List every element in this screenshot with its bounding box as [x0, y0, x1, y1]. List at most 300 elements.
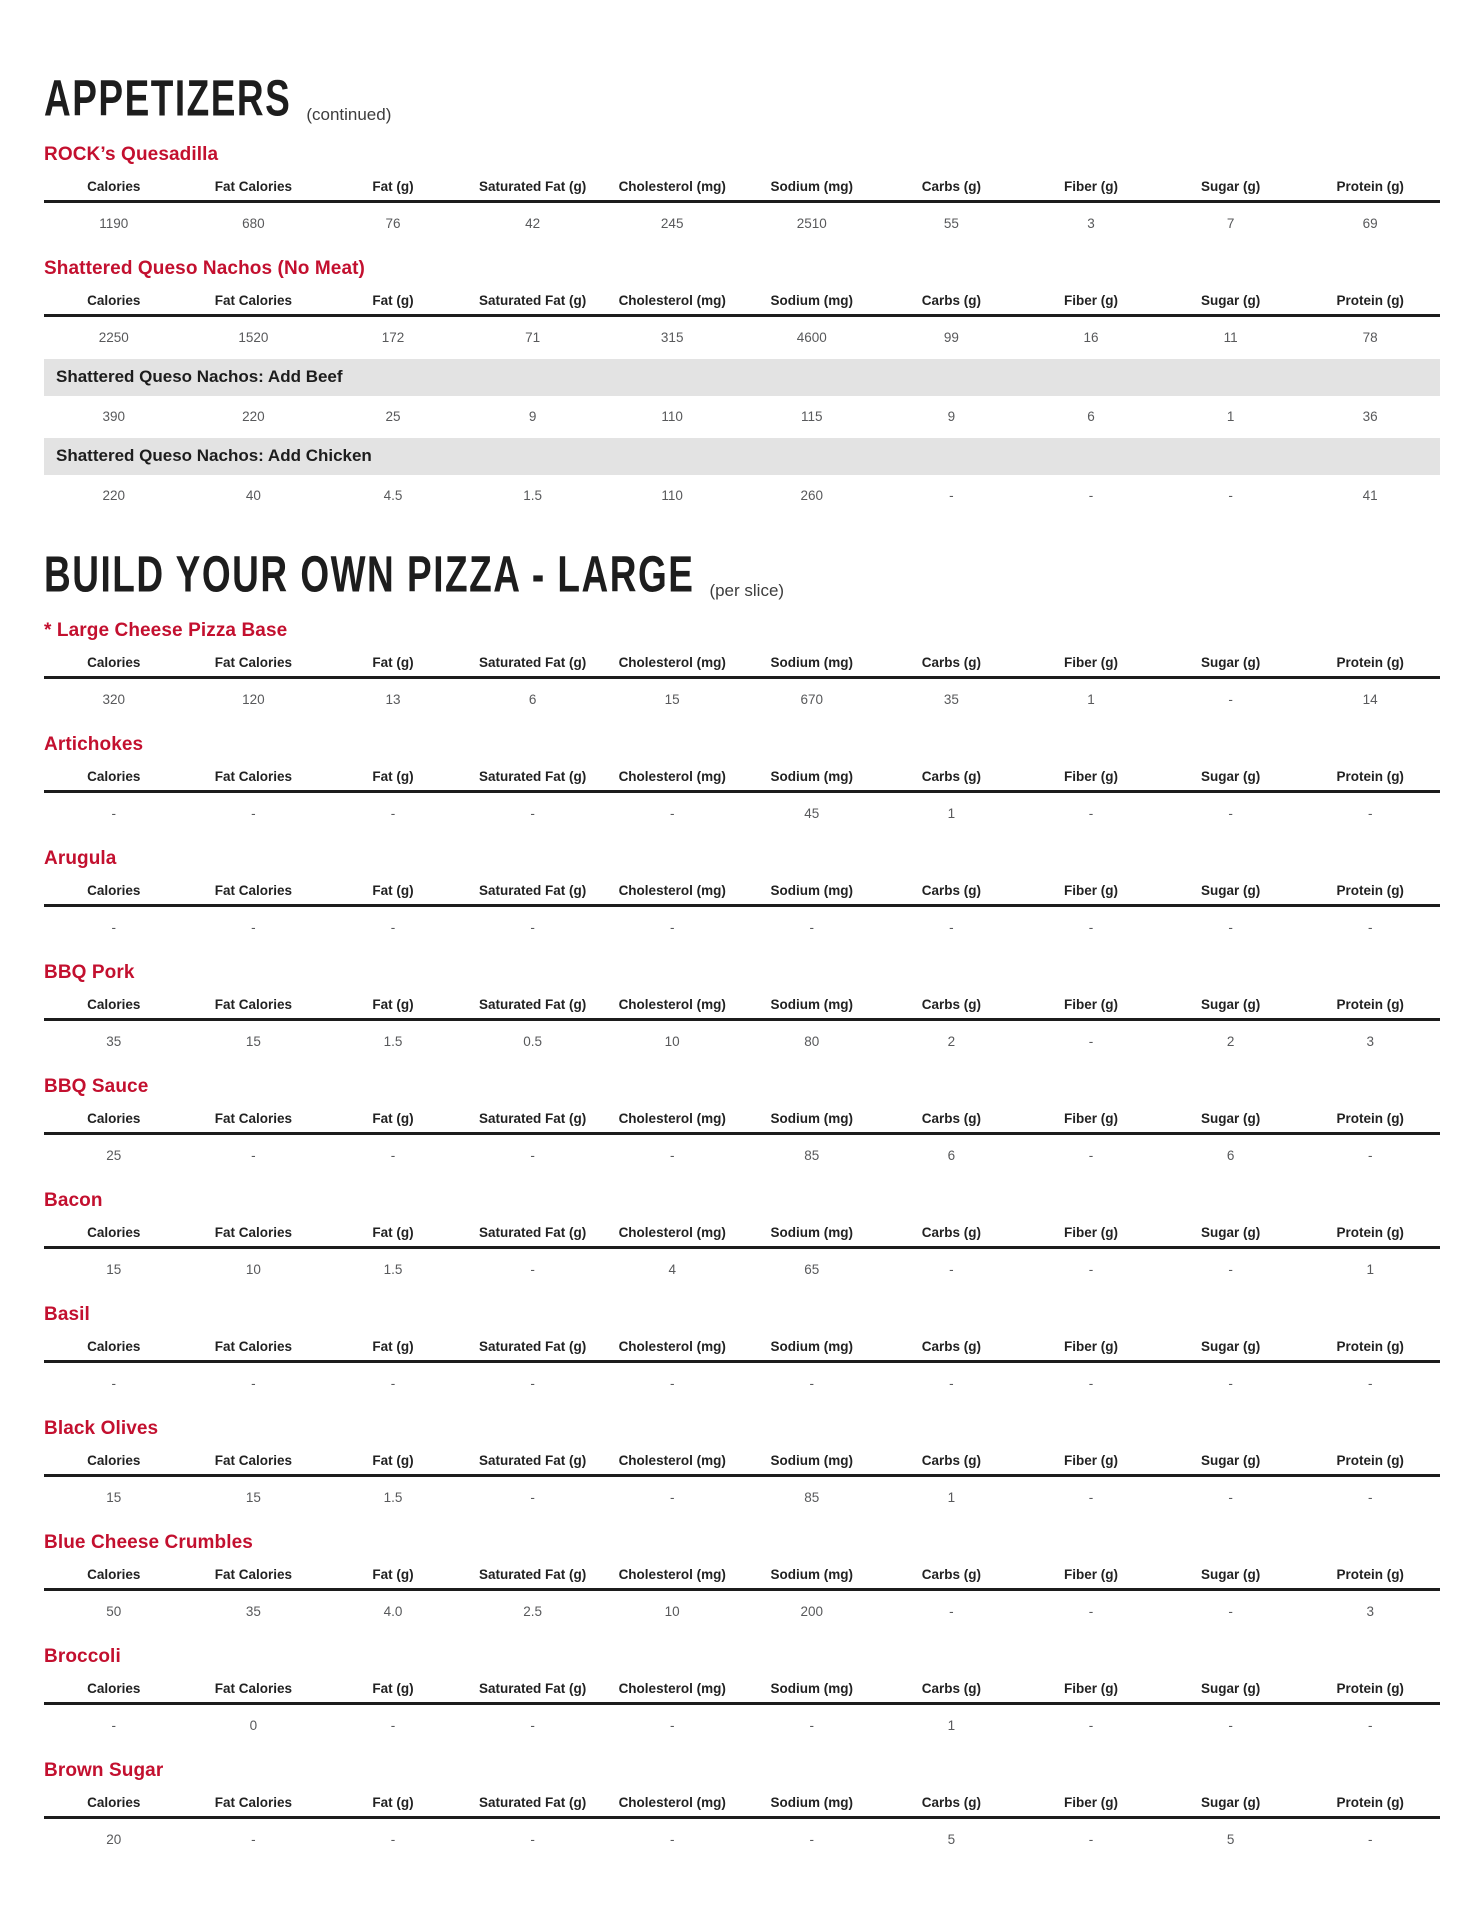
menu-item-artichokes-cell-fat-g: - — [390, 806, 396, 821]
column-header-fiber-g: Fiber (g) — [1063, 1795, 1118, 1810]
menu-item-shattered-queso-nachos-no-meat-cell-saturated-fat-g: 71 — [525, 330, 541, 345]
menu-item-rock-s-quesadilla-cell-fiber-g: 3 — [1087, 216, 1095, 231]
column-header-protein-g: Protein (g) — [1336, 1111, 1404, 1126]
menu-item-black-olives — [44, 1418, 1440, 1516]
column-header-sodium-mg: Sodium (mg) — [770, 769, 854, 784]
column-header-sugar-g: Sugar (g) — [1200, 1795, 1261, 1810]
column-header-fiber-g: Fiber (g) — [1063, 293, 1118, 308]
subitem-shattered-queso-nachos-add-chicken-cell-fat-calories: 40 — [245, 488, 261, 503]
subitem-shattered-queso-nachos-add-chicken-cell-sugar-g: - — [1228, 488, 1233, 503]
menu-item-bbq-pork — [44, 962, 1440, 1060]
menu-item-arugula-cell-fat-g: - — [390, 920, 396, 935]
column-header-saturated-fat-g: Saturated Fat (g) — [478, 1795, 587, 1810]
column-header-saturated-fat-g: Saturated Fat (g) — [478, 293, 587, 308]
column-header-sodium-mg: Sodium (mg) — [770, 1225, 854, 1240]
column-header-sugar-g: Sugar (g) — [1200, 179, 1261, 194]
menu-item-bbq-pork-cell-cholesterol-mg: 10 — [664, 1034, 680, 1049]
menu-item-black-olives-header-row — [44, 1445, 1440, 1477]
menu-item-shattered-queso-nachos-no-meat-cell-carbs-g: 99 — [943, 330, 959, 345]
menu-item-bbq-pork-data-row — [44, 1021, 1440, 1060]
menu-item-bbq-sauce — [44, 1076, 1440, 1174]
menu-item-black-olives-table — [44, 1445, 1440, 1516]
menu-item-rock-s-quesadilla-cell-carbs-g: 55 — [943, 216, 959, 231]
column-header-carbs-g: Carbs (g) — [921, 1681, 982, 1696]
subitem-shattered-queso-nachos-add-beef-cell-fiber-g: 6 — [1087, 409, 1095, 424]
column-header-calories: Calories — [87, 293, 141, 308]
menu-item-bbq-pork-cell-fiber-g: - — [1088, 1034, 1094, 1049]
menu-item-black-olives-cell-sugar-g: - — [1228, 1490, 1233, 1505]
subitem-shattered-queso-nachos-add-chicken-data-row — [44, 475, 1440, 514]
menu-item-blue-cheese-crumbles — [44, 1532, 1440, 1630]
column-header-cholesterol-mg: Cholesterol (mg) — [618, 1225, 726, 1240]
menu-item-basil-cell-cholesterol-mg: - — [669, 1376, 675, 1391]
column-header-fiber-g: Fiber (g) — [1063, 1111, 1118, 1126]
menu-item-artichokes-cell-saturated-fat-g: - — [530, 806, 535, 821]
menu-item-bacon-table — [44, 1217, 1440, 1288]
menu-item-bbq-sauce-cell-fat-calories: - — [251, 1148, 256, 1163]
menu-item-title: ROCK’s Quesadilla — [44, 144, 219, 165]
column-header-fat-g: Fat (g) — [372, 1795, 414, 1810]
column-header-fat-calories: Fat Calories — [214, 1111, 293, 1126]
menu-item-large-cheese-pizza-base-cell-sugar-g: - — [1228, 692, 1233, 707]
menu-item-large-cheese-pizza-base-cell-fat-g: 13 — [385, 692, 401, 707]
menu-item-brown-sugar-cell-fiber-g: - — [1088, 1832, 1094, 1847]
menu-item-title: Brown Sugar — [44, 1760, 164, 1781]
column-header-cholesterol-mg: Cholesterol (mg) — [618, 997, 726, 1012]
menu-item-black-olives-cell-fiber-g: - — [1088, 1490, 1094, 1505]
column-header-sugar-g: Sugar (g) — [1200, 1339, 1261, 1354]
menu-item-broccoli — [44, 1646, 1440, 1744]
menu-item-shattered-queso-nachos-no-meat-table — [44, 285, 1440, 356]
menu-item-broccoli-cell-cholesterol-mg: - — [669, 1718, 675, 1733]
menu-item-large-cheese-pizza-base-cell-cholesterol-mg: 15 — [664, 692, 680, 707]
menu-item-blue-cheese-crumbles-cell-cholesterol-mg: 10 — [664, 1604, 680, 1619]
column-header-fat-calories: Fat Calories — [214, 1795, 293, 1810]
menu-item-large-cheese-pizza-base-cell-carbs-g: 35 — [943, 692, 959, 707]
menu-item-shattered-queso-nachos-no-meat-cell-protein-g: 78 — [1362, 330, 1378, 345]
menu-item-rock-s-quesadilla-cell-sodium-mg: 2510 — [796, 216, 827, 231]
column-header-fat-g: Fat (g) — [372, 1339, 414, 1354]
column-header-sodium-mg: Sodium (mg) — [770, 1567, 854, 1582]
subitem-shattered-queso-nachos-add-beef-cell-sugar-g: 1 — [1226, 409, 1235, 424]
menu-item-rock-s-quesadilla-table — [44, 171, 1440, 242]
menu-item-brown-sugar — [44, 1760, 1440, 1858]
column-header-sugar-g: Sugar (g) — [1200, 1453, 1261, 1468]
column-header-saturated-fat-g: Saturated Fat (g) — [478, 1225, 587, 1240]
column-header-protein-g: Protein (g) — [1336, 1567, 1404, 1582]
column-header-fat-g: Fat (g) — [372, 1453, 414, 1468]
column-header-calories: Calories — [87, 1111, 141, 1126]
column-header-sugar-g: Sugar (g) — [1200, 769, 1261, 784]
column-header-fiber-g: Fiber (g) — [1063, 179, 1118, 194]
column-header-carbs-g: Carbs (g) — [921, 883, 982, 898]
menu-item-bbq-pork-table — [44, 989, 1440, 1060]
menu-item-shattered-queso-nachos-no-meat-cell-cholesterol-mg: 315 — [660, 330, 684, 345]
section-heading-build-your-own-pizza-large — [44, 546, 1440, 604]
menu-item-bacon-cell-fiber-g: - — [1088, 1262, 1094, 1277]
menu-item-basil-table — [44, 1331, 1440, 1402]
menu-item-blue-cheese-crumbles-cell-fat-calories: 35 — [245, 1604, 261, 1619]
menu-item-blue-cheese-crumbles-table — [44, 1559, 1440, 1630]
menu-item-large-cheese-pizza-base — [44, 620, 1440, 718]
column-header-saturated-fat-g: Saturated Fat (g) — [478, 1567, 587, 1582]
column-header-calories: Calories — [87, 179, 141, 194]
menu-item-broccoli-cell-carbs-g: 1 — [947, 1718, 956, 1733]
menu-item-bacon — [44, 1190, 1440, 1288]
menu-item-title: Bacon — [44, 1190, 103, 1211]
column-header-fat-calories: Fat Calories — [214, 1681, 293, 1696]
menu-item-shattered-queso-nachos-no-meat-cell-fat-g: 172 — [381, 330, 405, 345]
column-header-cholesterol-mg: Cholesterol (mg) — [618, 769, 726, 784]
column-header-carbs-g: Carbs (g) — [921, 179, 982, 194]
menu-item-rock-s-quesadilla-cell-fat-g: 76 — [385, 216, 401, 231]
subitem-shattered-queso-nachos-add-beef-cell-fat-g: 25 — [385, 409, 401, 424]
menu-item-black-olives-cell-protein-g: - — [1367, 1490, 1373, 1505]
column-header-fat-g: Fat (g) — [372, 769, 414, 784]
menu-item-basil-cell-sugar-g: - — [1228, 1376, 1233, 1391]
column-header-fiber-g: Fiber (g) — [1063, 1225, 1118, 1240]
column-header-cholesterol-mg: Cholesterol (mg) — [618, 883, 726, 898]
column-header-saturated-fat-g: Saturated Fat (g) — [478, 179, 587, 194]
column-header-fat-calories: Fat Calories — [214, 1567, 293, 1582]
menu-item-bacon-cell-sodium-mg: 65 — [804, 1262, 820, 1277]
subitem-shattered-queso-nachos-add-chicken-cell-saturated-fat-g: 1.5 — [523, 488, 542, 503]
menu-item-bbq-sauce-cell-fiber-g: - — [1088, 1148, 1094, 1163]
menu-item-title: Artichokes — [44, 734, 144, 755]
menu-item-blue-cheese-crumbles-data-row — [44, 1591, 1440, 1630]
menu-item-rock-s-quesadilla-cell-saturated-fat-g: 42 — [525, 216, 541, 231]
column-header-fat-calories: Fat Calories — [214, 655, 293, 670]
menu-item-bacon-cell-protein-g: 1 — [1366, 1262, 1374, 1277]
menu-item-shattered-queso-nachos-no-meat-header-row — [44, 285, 1440, 317]
column-header-cholesterol-mg: Cholesterol (mg) — [618, 1111, 726, 1126]
column-header-carbs-g: Carbs (g) — [921, 1795, 982, 1810]
column-header-sodium-mg: Sodium (mg) — [770, 1453, 854, 1468]
column-header-fat-calories: Fat Calories — [214, 883, 293, 898]
menu-item-title: Shattered Queso Nachos (No Meat) — [44, 258, 365, 279]
menu-item-blue-cheese-crumbles-cell-carbs-g: - — [949, 1604, 954, 1619]
menu-item-bacon-cell-fat-g: 1.5 — [383, 1262, 403, 1277]
menu-item-large-cheese-pizza-base-cell-calories: 320 — [102, 692, 126, 707]
subitem-shattered-queso-nachos-add-beef-data-row — [44, 396, 1440, 435]
menu-item-blue-cheese-crumbles-cell-fat-g: 4.0 — [383, 1604, 403, 1619]
column-header-saturated-fat-g: Saturated Fat (g) — [478, 655, 587, 670]
column-header-sodium-mg: Sodium (mg) — [770, 293, 854, 308]
menu-item-basil-cell-carbs-g: - — [949, 1376, 954, 1391]
menu-item-bbq-sauce-cell-cholesterol-mg: - — [669, 1148, 675, 1163]
menu-item-arugula-cell-fat-calories: - — [251, 920, 256, 935]
menu-item-artichokes-table — [44, 761, 1440, 832]
menu-item-basil-cell-calories: - — [111, 1376, 117, 1391]
column-header-carbs-g: Carbs (g) — [921, 1339, 982, 1354]
menu-item-arugula-cell-sodium-mg: - — [809, 920, 815, 935]
menu-item-black-olives-cell-sodium-mg: 85 — [804, 1490, 820, 1505]
menu-item-broccoli-cell-sugar-g: - — [1228, 1718, 1233, 1733]
menu-item-arugula-cell-carbs-g: - — [949, 920, 954, 935]
menu-item-black-olives-cell-saturated-fat-g: - — [530, 1490, 535, 1505]
subitem-shattered-queso-nachos-add-beef-cell-calories: 390 — [102, 409, 126, 424]
column-header-fat-calories: Fat Calories — [214, 769, 293, 784]
menu-item-bacon-cell-saturated-fat-g: - — [530, 1262, 535, 1277]
column-header-sugar-g: Sugar (g) — [1200, 1567, 1261, 1582]
column-header-calories: Calories — [87, 1339, 141, 1354]
menu-item-broccoli-cell-calories: - — [111, 1718, 117, 1733]
column-header-fat-calories: Fat Calories — [214, 997, 293, 1012]
menu-item-arugula-table — [44, 875, 1440, 946]
menu-item-artichokes-cell-fat-calories: - — [251, 806, 256, 821]
column-header-protein-g: Protein (g) — [1336, 1453, 1404, 1468]
menu-item-basil — [44, 1304, 1440, 1402]
column-header-calories: Calories — [87, 769, 141, 784]
column-header-sugar-g: Sugar (g) — [1200, 655, 1261, 670]
menu-item-blue-cheese-crumbles-cell-calories: 50 — [106, 1604, 122, 1619]
column-header-saturated-fat-g: Saturated Fat (g) — [478, 769, 587, 784]
column-header-saturated-fat-g: Saturated Fat (g) — [478, 1453, 587, 1468]
column-header-protein-g: Protein (g) — [1336, 1795, 1404, 1810]
column-header-cholesterol-mg: Cholesterol (mg) — [618, 1339, 726, 1354]
column-header-sodium-mg: Sodium (mg) — [770, 1339, 854, 1354]
menu-item-large-cheese-pizza-base-cell-sodium-mg: 670 — [800, 692, 824, 707]
menu-item-basil-cell-protein-g: - — [1367, 1376, 1373, 1391]
column-header-fat-g: Fat (g) — [372, 1681, 414, 1696]
menu-item-bbq-pork-cell-fat-g: 1.5 — [383, 1034, 403, 1049]
menu-item-arugula-data-row — [44, 907, 1440, 946]
menu-item-artichokes-cell-protein-g: - — [1367, 806, 1373, 821]
menu-item-shattered-queso-nachos-no-meat-cell-fiber-g: 16 — [1083, 330, 1099, 345]
column-header-protein-g: Protein (g) — [1336, 997, 1404, 1012]
menu-item-shattered-queso-nachos-no-meat — [44, 258, 1440, 514]
menu-item-broccoli-cell-fiber-g: - — [1088, 1718, 1094, 1733]
subitem-shattered-queso-nachos-add-beef-cell-carbs-g: 9 — [947, 409, 956, 424]
subitem-shattered-queso-nachos-add-beef-cell-fat-calories: 220 — [242, 409, 265, 424]
subitem-shattered-queso-nachos-add-chicken-cell-carbs-g: - — [949, 488, 954, 503]
menu-item-title: BBQ Sauce — [44, 1076, 149, 1097]
column-header-cholesterol-mg: Cholesterol (mg) — [618, 1681, 726, 1696]
column-header-cholesterol-mg: Cholesterol (mg) — [618, 1567, 726, 1582]
column-header-sodium-mg: Sodium (mg) — [770, 883, 854, 898]
menu-item-large-cheese-pizza-base-cell-protein-g: 14 — [1362, 692, 1378, 707]
menu-item-basil-cell-fat-g: - — [390, 1376, 396, 1391]
menu-item-black-olives-cell-fat-calories: 15 — [245, 1490, 261, 1505]
menu-item-bbq-pork-cell-calories: 35 — [106, 1034, 122, 1049]
menu-item-arugula-cell-calories: - — [111, 920, 117, 935]
column-header-fat-g: Fat (g) — [372, 179, 414, 194]
menu-item-broccoli-table — [44, 1673, 1440, 1744]
menu-item-artichokes-cell-sodium-mg: 45 — [804, 806, 820, 821]
column-header-protein-g: Protein (g) — [1336, 1339, 1404, 1354]
column-header-sodium-mg: Sodium (mg) — [770, 1681, 854, 1696]
menu-item-bbq-pork-header-row — [44, 989, 1440, 1021]
column-header-cholesterol-mg: Cholesterol (mg) — [618, 1453, 726, 1468]
menu-item-arugula — [44, 848, 1440, 946]
column-header-carbs-g: Carbs (g) — [921, 293, 982, 308]
menu-item-brown-sugar-cell-sodium-mg: - — [809, 1832, 815, 1847]
menu-item-artichokes-cell-sugar-g: - — [1228, 806, 1233, 821]
menu-item-rock-s-quesadilla-cell-fat-calories: 680 — [242, 216, 265, 231]
menu-item-black-olives-cell-fat-g: 1.5 — [383, 1490, 403, 1505]
column-header-fiber-g: Fiber (g) — [1063, 1567, 1118, 1582]
column-header-sodium-mg: Sodium (mg) — [770, 655, 854, 670]
column-header-fat-g: Fat (g) — [372, 655, 414, 670]
menu-item-title: * Large Cheese Pizza Base — [44, 620, 288, 641]
menu-item-rock-s-quesadilla-data-row — [44, 203, 1440, 242]
column-header-calories: Calories — [87, 1225, 141, 1240]
column-header-carbs-g: Carbs (g) — [921, 1111, 982, 1126]
menu-item-bbq-sauce-cell-calories: 25 — [106, 1148, 122, 1163]
menu-item-arugula-header-row — [44, 875, 1440, 907]
menu-item-large-cheese-pizza-base-cell-fat-calories: 120 — [242, 692, 265, 707]
menu-item-bacon-cell-calories: 15 — [106, 1262, 122, 1277]
menu-item-brown-sugar-data-row — [44, 1819, 1440, 1858]
menu-item-arugula-cell-saturated-fat-g: - — [530, 920, 535, 935]
column-header-fiber-g: Fiber (g) — [1063, 997, 1118, 1012]
column-header-calories: Calories — [87, 1453, 141, 1468]
column-header-sodium-mg: Sodium (mg) — [770, 997, 854, 1012]
menu-item-artichokes-header-row — [44, 761, 1440, 793]
column-header-cholesterol-mg: Cholesterol (mg) — [618, 179, 726, 194]
menu-item-arugula-cell-sugar-g: - — [1228, 920, 1233, 935]
menu-item-bacon-cell-fat-calories: 10 — [245, 1262, 261, 1277]
menu-item-artichokes-cell-carbs-g: 1 — [947, 806, 956, 821]
column-header-fat-g: Fat (g) — [372, 293, 414, 308]
menu-item-basil-header-row — [44, 1331, 1440, 1363]
column-header-fat-g: Fat (g) — [372, 997, 414, 1012]
menu-item-arugula-cell-cholesterol-mg: - — [669, 920, 675, 935]
menu-item-black-olives-cell-carbs-g: 1 — [947, 1490, 956, 1505]
menu-item-basil-cell-fat-calories: - — [251, 1376, 256, 1391]
menu-item-bbq-sauce-header-row — [44, 1103, 1440, 1135]
column-header-protein-g: Protein (g) — [1336, 655, 1404, 670]
subitem-shattered-queso-nachos-add-chicken-cell-fiber-g: - — [1088, 488, 1094, 503]
column-header-fat-calories: Fat Calories — [214, 1225, 293, 1240]
subitem-shattered-queso-nachos-add-chicken-cell-sodium-mg: 260 — [800, 488, 824, 503]
column-header-fiber-g: Fiber (g) — [1063, 655, 1118, 670]
column-header-fiber-g: Fiber (g) — [1063, 769, 1118, 784]
column-header-calories: Calories — [87, 883, 141, 898]
menu-item-bacon-cell-carbs-g: - — [949, 1262, 954, 1277]
menu-item-black-olives-data-row — [44, 1477, 1440, 1516]
menu-item-artichokes — [44, 734, 1440, 832]
menu-item-title: Broccoli — [44, 1646, 121, 1667]
column-header-carbs-g: Carbs (g) — [921, 1453, 982, 1468]
column-header-calories: Calories — [87, 1681, 141, 1696]
menu-item-bacon-cell-cholesterol-mg: 4 — [668, 1262, 676, 1277]
section-heading-appetizers — [44, 70, 1440, 128]
menu-item-bbq-pork-cell-fat-calories: 15 — [245, 1034, 261, 1049]
menu-item-bbq-pork-cell-carbs-g: 2 — [947, 1034, 956, 1049]
menu-item-arugula-cell-protein-g: - — [1367, 920, 1373, 935]
column-header-protein-g: Protein (g) — [1336, 1225, 1404, 1240]
menu-item-large-cheese-pizza-base-cell-fiber-g: 1 — [1087, 692, 1095, 707]
column-header-sugar-g: Sugar (g) — [1200, 1225, 1261, 1240]
menu-item-basil-data-row — [44, 1363, 1440, 1402]
section-build-your-own-pizza-large — [44, 546, 1440, 1858]
menu-item-blue-cheese-crumbles-cell-fiber-g: - — [1088, 1604, 1094, 1619]
column-header-carbs-g: Carbs (g) — [921, 769, 982, 784]
menu-item-bacon-data-row — [44, 1249, 1440, 1288]
column-header-cholesterol-mg: Cholesterol (mg) — [618, 655, 726, 670]
column-header-fat-g: Fat (g) — [372, 1225, 414, 1240]
menu-item-brown-sugar-cell-protein-g: - — [1367, 1832, 1373, 1847]
subitem-band-shattered-queso-nachos-add-beef: Shattered Queso Nachos: Add Beef — [44, 359, 1440, 396]
menu-item-rock-s-quesadilla-header-row — [44, 171, 1440, 203]
column-header-protein-g: Protein (g) — [1336, 293, 1404, 308]
menu-item-large-cheese-pizza-base-data-row — [44, 679, 1440, 718]
column-header-saturated-fat-g: Saturated Fat (g) — [478, 1681, 587, 1696]
subitem-shattered-queso-nachos-add-chicken-cell-protein-g: 41 — [1362, 488, 1378, 503]
menu-item-shattered-queso-nachos-no-meat-cell-sugar-g: 11 — [1223, 330, 1238, 345]
menu-item-artichokes-cell-fiber-g: - — [1088, 806, 1094, 821]
column-header-fat-calories: Fat Calories — [214, 1339, 293, 1354]
menu-item-broccoli-cell-sodium-mg: - — [809, 1718, 815, 1733]
menu-item-rock-s-quesadilla-cell-protein-g: 69 — [1362, 216, 1378, 231]
column-header-fat-calories: Fat Calories — [214, 179, 293, 194]
menu-item-brown-sugar-cell-cholesterol-mg: - — [669, 1832, 675, 1847]
menu-item-basil-cell-sodium-mg: - — [809, 1376, 815, 1391]
menu-item-broccoli-header-row — [44, 1673, 1440, 1705]
menu-item-bbq-pork-cell-protein-g: 3 — [1366, 1034, 1374, 1049]
column-header-fiber-g: Fiber (g) — [1063, 883, 1118, 898]
menu-item-bbq-sauce-data-row — [44, 1135, 1440, 1174]
column-header-carbs-g: Carbs (g) — [921, 655, 982, 670]
subitem-shattered-queso-nachos-add-beef-cell-protein-g: 36 — [1362, 409, 1378, 424]
menu-item-bbq-sauce-cell-sugar-g: 6 — [1226, 1148, 1235, 1163]
menu-item-title: Black Olives — [44, 1418, 159, 1439]
column-header-fiber-g: Fiber (g) — [1063, 1681, 1118, 1696]
menu-item-shattered-queso-nachos-no-meat-cell-sodium-mg: 4600 — [796, 330, 827, 345]
menu-item-brown-sugar-cell-carbs-g: 5 — [947, 1832, 956, 1847]
column-header-saturated-fat-g: Saturated Fat (g) — [478, 997, 587, 1012]
menu-item-broccoli-cell-saturated-fat-g: - — [530, 1718, 535, 1733]
menu-item-brown-sugar-cell-fat-g: - — [390, 1832, 396, 1847]
subitem-shattered-queso-nachos-add-chicken-cell-calories: 220 — [102, 488, 126, 503]
subitem-band-shattered-queso-nachos-add-chicken: Shattered Queso Nachos: Add Chicken — [44, 438, 1440, 475]
subitem-shattered-queso-nachos-add-chicken-cell-cholesterol-mg: 110 — [661, 488, 683, 503]
menu-item-bbq-sauce-cell-carbs-g: 6 — [947, 1148, 956, 1163]
section-subtitle: (continued) — [306, 105, 392, 124]
column-header-sugar-g: Sugar (g) — [1200, 883, 1261, 898]
menu-item-blue-cheese-crumbles-cell-sodium-mg: 200 — [800, 1604, 824, 1619]
column-header-calories: Calories — [87, 997, 141, 1012]
section-subtitle: (per slice) — [709, 581, 785, 600]
menu-item-broccoli-cell-fat-calories: 0 — [249, 1718, 258, 1733]
menu-item-bbq-sauce-cell-saturated-fat-g: - — [530, 1148, 535, 1163]
column-header-saturated-fat-g: Saturated Fat (g) — [478, 1339, 587, 1354]
column-header-protein-g: Protein (g) — [1336, 179, 1404, 194]
section-title: APPETIZERS — [44, 70, 292, 127]
column-header-carbs-g: Carbs (g) — [921, 1225, 982, 1240]
column-header-protein-g: Protein (g) — [1336, 1681, 1404, 1696]
column-header-saturated-fat-g: Saturated Fat (g) — [478, 883, 587, 898]
menu-item-shattered-queso-nachos-no-meat-data-row — [44, 317, 1440, 356]
menu-item-brown-sugar-cell-sugar-g: 5 — [1226, 1832, 1235, 1847]
column-header-sodium-mg: Sodium (mg) — [770, 1111, 854, 1126]
menu-item-title: Basil — [44, 1304, 90, 1325]
column-header-fat-calories: Fat Calories — [214, 1453, 293, 1468]
menu-item-artichokes-cell-calories: - — [111, 806, 117, 821]
column-header-calories: Calories — [87, 1567, 141, 1582]
menu-item-bacon-header-row — [44, 1217, 1440, 1249]
menu-item-bbq-sauce-cell-fat-g: - — [390, 1148, 396, 1163]
menu-item-blue-cheese-crumbles-cell-saturated-fat-g: 2.5 — [523, 1604, 542, 1619]
menu-item-broccoli-cell-protein-g: - — [1367, 1718, 1373, 1733]
menu-item-shattered-queso-nachos-no-meat-cell-calories: 2250 — [98, 330, 129, 345]
menu-item-black-olives-cell-cholesterol-mg: - — [669, 1490, 675, 1505]
menu-item-artichokes-cell-cholesterol-mg: - — [669, 806, 675, 821]
menu-item-bbq-sauce-table — [44, 1103, 1440, 1174]
menu-item-shattered-queso-nachos-no-meat-cell-fat-calories: 1520 — [238, 330, 269, 345]
menu-item-blue-cheese-crumbles-cell-protein-g: 3 — [1366, 1604, 1374, 1619]
